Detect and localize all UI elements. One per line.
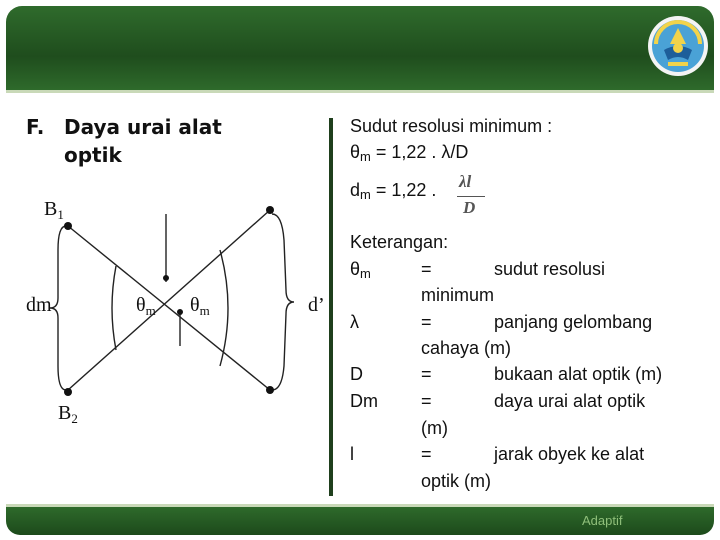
label-b1: $B_1$ [44, 198, 64, 222]
fraction-denominator: D [463, 198, 476, 217]
tut-wuri-handayani-logo [646, 14, 710, 78]
legend-heading: Keterangan: [350, 232, 449, 252]
resolution-diagram [20, 190, 330, 430]
title-line-1: Daya urai alat [64, 115, 222, 139]
left-theta-arc [112, 266, 116, 350]
label-dprime: d’ [308, 294, 325, 316]
legend-row-l-eq: = [421, 444, 432, 464]
legend-row-dm-eq: = [421, 391, 432, 411]
footer-label: Adaptif [582, 513, 623, 528]
legend-row-theta-symbol: $\theta_m$ [350, 259, 371, 281]
dm-brace [50, 226, 66, 390]
legend-row-dm-desc-cont: (m) [421, 418, 448, 438]
point-b1 [64, 222, 72, 230]
legend-row-l-symbol: l [350, 444, 354, 464]
title-line-2: optik [64, 143, 122, 167]
fraction-bar [457, 196, 485, 197]
legend-row-lambda-desc-cont: cahaya (m) [421, 338, 512, 358]
point-b2 [64, 388, 72, 396]
legend-row-d-eq: = [421, 364, 432, 384]
legend-row-dm-symbol: Dm [350, 391, 378, 411]
section-label: F. [26, 115, 45, 139]
label-theta-right: $\theta_m$ [190, 294, 210, 318]
column-divider [329, 118, 333, 496]
legend-row-d-desc: bukaan alat optik (m) [494, 364, 663, 384]
dprime-brace [272, 214, 294, 390]
lambda-l-over-d-fraction [457, 172, 485, 220]
point-upper-aperture [163, 275, 169, 281]
slide-title [26, 113, 222, 169]
point-bottom-right [266, 386, 274, 394]
header-bar [6, 6, 714, 90]
fraction-numerator: λl [459, 172, 472, 191]
dm-formula: $d_m = 1,22$ . [350, 180, 437, 202]
legend-row-d-symbol: D [350, 364, 363, 384]
legend-row-theta-desc: sudut resolusi [494, 259, 606, 279]
label-b2: $B_2$ [58, 402, 78, 426]
header-divider [6, 90, 714, 93]
legend-row-lambda-desc: panjang gelombang [494, 312, 653, 332]
label-dm: dm [26, 294, 52, 316]
legend-row-lambda-eq: = [421, 312, 432, 332]
ray-b1-right [68, 226, 270, 390]
legend-row-l-desc-cont: optik (m) [421, 471, 492, 491]
ray-b2-left [68, 210, 270, 390]
theta-formula: $\theta_m = 1,22$ . λ/D [350, 142, 469, 164]
legend-row-theta-eq: = [421, 259, 432, 279]
legend-row-l-desc: jarak obyek ke alat [494, 444, 645, 464]
point-lower-aperture [177, 309, 183, 315]
point-top-right [266, 206, 274, 214]
label-theta-left: $\theta_m$ [136, 294, 156, 318]
legend-row-lambda-symbol: λ [350, 312, 359, 332]
right-theta-arc [220, 250, 228, 366]
legend-row-theta-desc-cont: minimum [421, 285, 495, 305]
legend-row-dm-desc: daya urai alat optik [494, 391, 646, 411]
formula-heading: Sudut resolusi minimum : [350, 116, 553, 136]
